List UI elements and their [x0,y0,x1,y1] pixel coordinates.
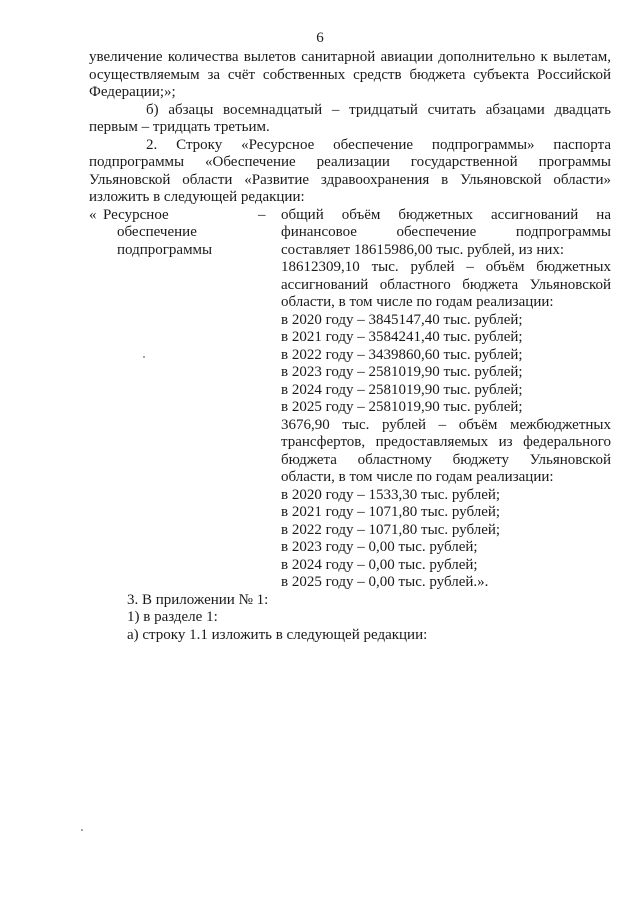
document-body [89,49,611,644]
federal-year-line: в 2024 году – 0,00 тыс. рублей; [281,556,478,573]
paragraph-abzacy: б) абзацы восемнадцатый – тридцатый считать абзацами двадцать первым – тридцать третьим. [89,101,611,135]
federal-year-line: в 2022 году – 1071,80 тыс. рублей; [281,521,501,538]
federal-year-line: в 2025 году – 0,00 тыс. рублей.». [281,574,489,590]
regional-year-line: в 2020 году – 3845147,40 тыс. рублей; [281,311,523,328]
regional-year-line: в 2024 году – 2581019,90 тыс. рублей; [281,381,523,398]
regional-intro: 18612309,10 тыс. рублей – объём бюджетных ассигнований областного бюджета Ульяновской области, в том числе по годам реализации: [281,259,611,310]
regional-year-line: в 2022 году – 3439860,60 тыс. рублей; [281,346,523,363]
paragraph-aviation: увеличение количества вылетов санитарной авиации дополнительно к вылетам, осуществляемым за счёт собственных средств бюджета субъекта Российской Федерации;»; [89,49,611,100]
row-label [103,207,258,592]
row-label-line: Ресурсное [103,206,169,223]
scan-speck [81,829,83,831]
resource-table-row [89,207,611,592]
page-number: 6 [316,30,324,46]
row-label-line: подпрограммы [117,241,213,258]
regional-year-line: в 2023 году – 2581019,90 тыс. рублей; [281,364,523,380]
scan-speck [143,356,145,358]
row-dash: – [258,206,266,223]
row-label-line: обеспечение [117,224,197,240]
federal-year-line: в 2020 году – 1533,30 тыс. рублей; [281,486,501,503]
open-quote: « [89,206,97,223]
federal-year-line: в 2023 году – 0,00 тыс. рублей; [281,539,478,555]
item-3-annex: 3. В приложении № 1: [127,591,269,608]
federal-intro: 3676,90 тыс. рублей – объём межбюджетных трансфертов, предоставляемых из федерального бюджета областному бюджету Ульяновской области, в том числе по годам реализации: [281,416,611,485]
value-intro: общий объём бюджетных ассигнований на финансовое обеспечение подпрограммы составляет 18615986,00 тыс. рублей, из них: [281,206,611,258]
paragraph-item-2: 2. Строку «Ресурсное обеспечение подпрограммы» паспорта подпрограммы «Обеспечение реализации государственной программы Ульяновской области «Развитие здравоохранения в Ульяновской области» изложить в следующей редакции: [89,136,611,205]
row-value [281,207,611,592]
federal-year-line: в 2021 году – 1071,80 тыс. рублей; [281,504,501,520]
item-row-1-1: а) строку 1.1 изложить в следующей редакции: [127,626,428,643]
item-section-1: 1) в разделе 1: [127,609,218,625]
regional-year-line: в 2025 году – 2581019,90 тыс. рублей; [281,399,523,415]
regional-year-line: в 2021 году – 3584241,40 тыс. рублей; [281,329,523,345]
